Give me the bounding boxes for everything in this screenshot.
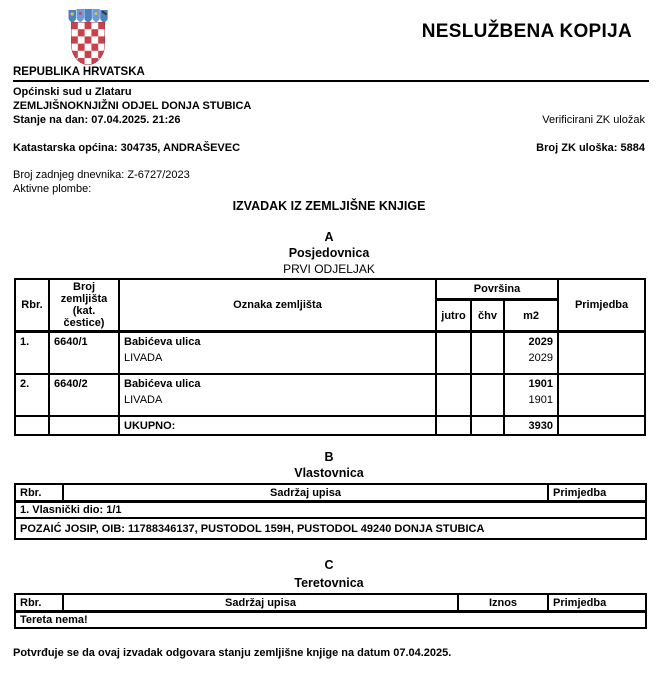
area-jutro-cell	[436, 374, 471, 416]
croatia-coat-of-arms-icon	[64, 7, 112, 69]
remark-cell	[558, 332, 645, 375]
ownership-share: 1. Vlasnički dio: 1/1	[15, 502, 646, 519]
area-chv-cell	[471, 374, 504, 416]
cadastral-municipality: Katastarska općina: 304735, ANDRAŠEVEC	[13, 142, 241, 154]
encumbrance-sheet-table	[14, 593, 647, 629]
parcel-culture: LIVADA	[124, 394, 163, 406]
col-entry-content-header: Sadržaj upisa	[63, 594, 458, 612]
parcel-number-cell: 6640/1	[49, 332, 119, 375]
col-rbr-header: Rbr.	[15, 594, 63, 612]
section-a-subtitle: PRVI ODJELJAK	[283, 262, 375, 276]
col-rbr-header: Rbr.	[15, 279, 49, 332]
owner-row	[15, 518, 646, 539]
parcel-name: Babićeva ulica	[124, 378, 201, 390]
section-c-letter: C	[324, 558, 334, 572]
ownership-sheet-table	[14, 483, 647, 540]
total-label: UKUPNO:	[119, 416, 436, 435]
section-a-letter: A	[324, 230, 334, 244]
area-m2-cell	[504, 374, 558, 416]
folio-number: Broj ZK uloška: 5884	[536, 142, 645, 154]
empty-cell	[558, 416, 645, 435]
col-rbr-header: Rbr.	[15, 484, 63, 502]
checkerboard-shield	[71, 22, 105, 65]
section-a-name: Posjedovnica	[288, 246, 370, 260]
ownership-share-row	[15, 502, 646, 519]
area-m2-part: 2029	[528, 352, 554, 364]
empty-cell	[436, 416, 471, 435]
row-number-cell: 2.	[15, 374, 49, 416]
header-divider	[13, 80, 649, 82]
col-remark-header: Primjedba	[548, 594, 646, 612]
section-b-letter: B	[324, 450, 334, 464]
last-journal-number: Broj zadnjeg dnevnika: Z-6727/2023	[13, 169, 190, 181]
area-chv-cell	[471, 332, 504, 375]
col-entry-content-header: Sadržaj upisa	[63, 484, 548, 502]
area-m2-total: 1901	[528, 378, 554, 390]
col-amount-header: Iznos	[458, 594, 548, 612]
empty-cell	[471, 416, 504, 435]
land-designation-cell	[119, 332, 436, 375]
possession-sheet-table	[14, 278, 646, 436]
col-chv-header: čhv	[471, 300, 504, 332]
active-seals-label: Aktivne plombe:	[13, 183, 92, 195]
col-remark-header: Primjedba	[558, 279, 645, 332]
parcel-row	[15, 332, 645, 375]
verified-folio-label: Verificirani ZK uložak	[542, 114, 645, 126]
empty-cell	[15, 416, 49, 435]
land-designation-cell	[119, 374, 436, 416]
extract-title: IZVADAK IZ ZEMLJIŠNE KNJIGE	[232, 199, 426, 213]
col-m2-header: m2	[504, 300, 558, 332]
department-name: ZEMLJIŠNOKNJIŽNI ODJEL DONJA STUBICA	[13, 100, 252, 112]
col-land-designation-header: Oznaka zemljišta	[119, 279, 436, 332]
court-name: Općinski sud u Zlataru	[13, 86, 132, 98]
parcel-number-cell: 6640/2	[49, 374, 119, 416]
area-m2-cell	[504, 332, 558, 375]
remark-cell	[558, 374, 645, 416]
unofficial-copy-heading: NESLUŽBENA KOPIJA	[421, 21, 632, 42]
parcel-name: Babićeva ulica	[124, 336, 201, 348]
certification-footer: Potvrđuje se da ovaj izvadak odgovara stanju zemljišne knjige na datum 07.04.2025.	[13, 647, 452, 659]
section-b-name: Vlastovnica	[294, 466, 364, 480]
col-area-group-header: Površina	[436, 279, 558, 300]
republic-label: REPUBLIKA HRVATSKA	[13, 66, 145, 78]
area-m2-part: 1901	[528, 394, 554, 406]
parcel-row	[15, 374, 645, 416]
section-c-name: Teretovnica	[294, 576, 364, 590]
col-jutro-header: jutro	[436, 300, 471, 332]
empty-cell	[49, 416, 119, 435]
no-encumbrance-row	[15, 612, 646, 629]
area-jutro-cell	[436, 332, 471, 375]
total-row	[15, 416, 645, 435]
col-parcel-number-header: Broj zemljišta (kat. čestice)	[49, 279, 119, 332]
no-encumbrance-text: Tereta nema!	[15, 612, 646, 629]
row-number-cell: 1.	[15, 332, 49, 375]
col-remark-header: Primjedba	[548, 484, 646, 502]
owner-details: POZAIĆ JOSIP, OIB: 11788346137, PUSTODOL 159H, PUSTODOL 49240 DONJA STUBICA	[15, 518, 646, 539]
state-date: Stanje na dan: 07.04.2025. 21:26	[13, 114, 181, 126]
parcel-culture: LIVADA	[124, 352, 163, 364]
crown-shields	[69, 9, 108, 23]
area-m2-total: 2029	[528, 336, 554, 348]
total-m2: 3930	[504, 416, 558, 435]
